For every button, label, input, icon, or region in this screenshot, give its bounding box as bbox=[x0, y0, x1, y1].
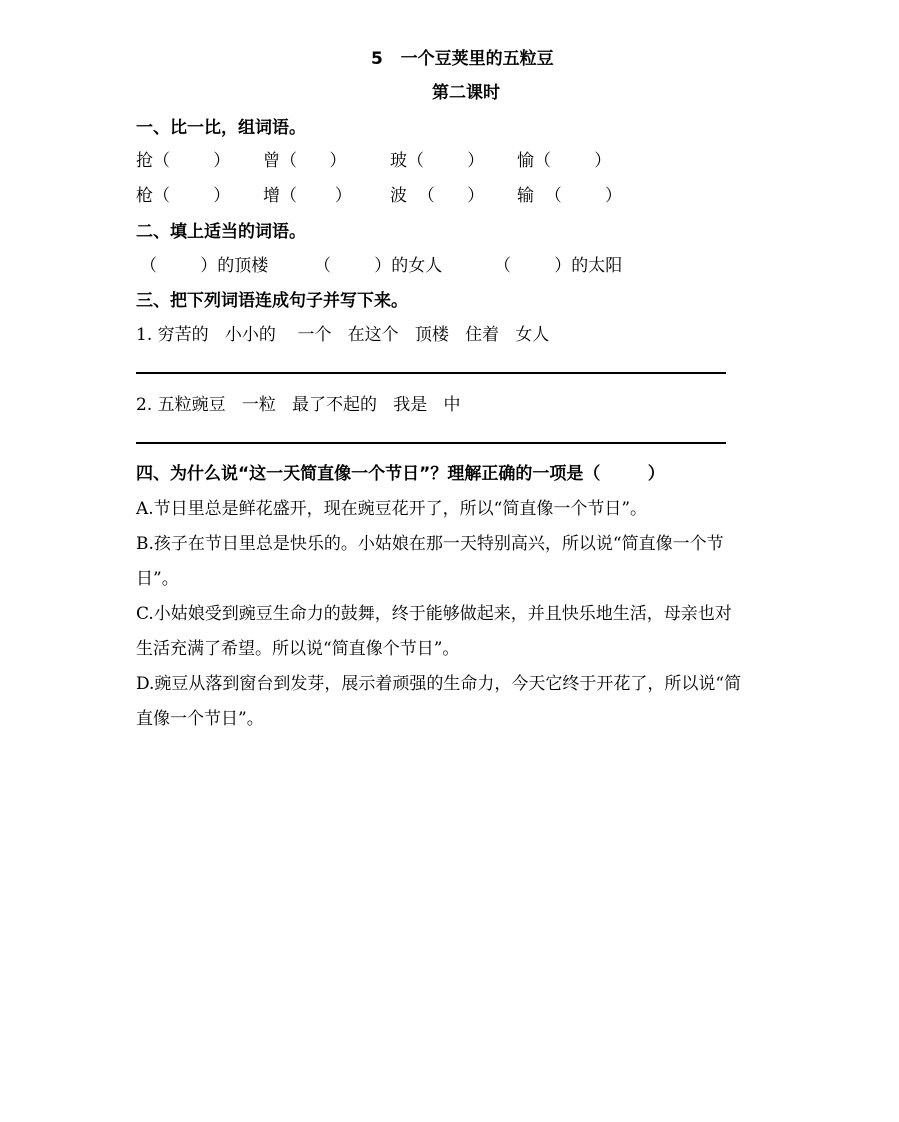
option-d: D.豌豆从落到窗台到发芽，展示着顽强的生命力，今天它终于开花了，所以说“简 bbox=[136, 674, 742, 694]
word-item: 愉（ ） bbox=[517, 151, 612, 171]
word-item: 增（ ） bbox=[263, 186, 352, 206]
option-a: A.节日里总是鲜花盛开，现在豌豆花开了，所以“简直像一个节日”。 bbox=[136, 499, 648, 519]
word-item: 抢（ ） bbox=[136, 151, 231, 171]
word-item: 曾（ ） bbox=[263, 151, 347, 171]
section4-heading: 四、为什么说“这一天简直像一个节日”？理解正确的一项是（ ） bbox=[136, 464, 665, 484]
page-subtitle: 第二课时 bbox=[432, 83, 500, 103]
option-c-continued: 生活充满了希望。所以说“简直像个节日”。 bbox=[136, 639, 460, 659]
option-b-continued: 日”。 bbox=[136, 569, 179, 589]
question-2: 2. 五粒豌豆 一粒 最了不起的 我是 中 bbox=[136, 395, 461, 415]
fill-item: （ ）的太阳 bbox=[494, 256, 623, 276]
answer-line bbox=[136, 442, 726, 444]
fill-item: （ ）的顶楼 bbox=[140, 256, 269, 276]
fill-item: （ ）的女人 bbox=[314, 256, 443, 276]
section3-heading: 三、把下列词语连成句子并写下来。 bbox=[136, 291, 408, 311]
option-c: C.小姑娘受到豌豆生命力的鼓舞，终于能够做起来，并且快乐地生活，母亲也对 bbox=[136, 604, 732, 624]
word-item: 枪（ ） bbox=[136, 186, 231, 206]
word-item: 玻（ ） bbox=[390, 151, 485, 171]
answer-line bbox=[136, 372, 726, 374]
word-item: 波 （ ） bbox=[390, 186, 485, 206]
section1-heading: 一、比一比，组词语。 bbox=[136, 118, 306, 138]
option-b: B.孩子在节日里总是快乐的。小姑娘在那一天特别高兴，所以说“简直像一个节 bbox=[136, 534, 724, 554]
option-d-continued: 直像一个节日”。 bbox=[136, 709, 264, 729]
question-1: 1. 穷苦的 小小的 一个 在这个 顶楼 住着 女人 bbox=[136, 325, 550, 345]
word-item: 输 （ ） bbox=[517, 186, 623, 206]
section2-heading: 二、填上适当的词语。 bbox=[136, 222, 306, 242]
page-title: 5 一个豆荚里的五粒豆 bbox=[371, 49, 554, 69]
